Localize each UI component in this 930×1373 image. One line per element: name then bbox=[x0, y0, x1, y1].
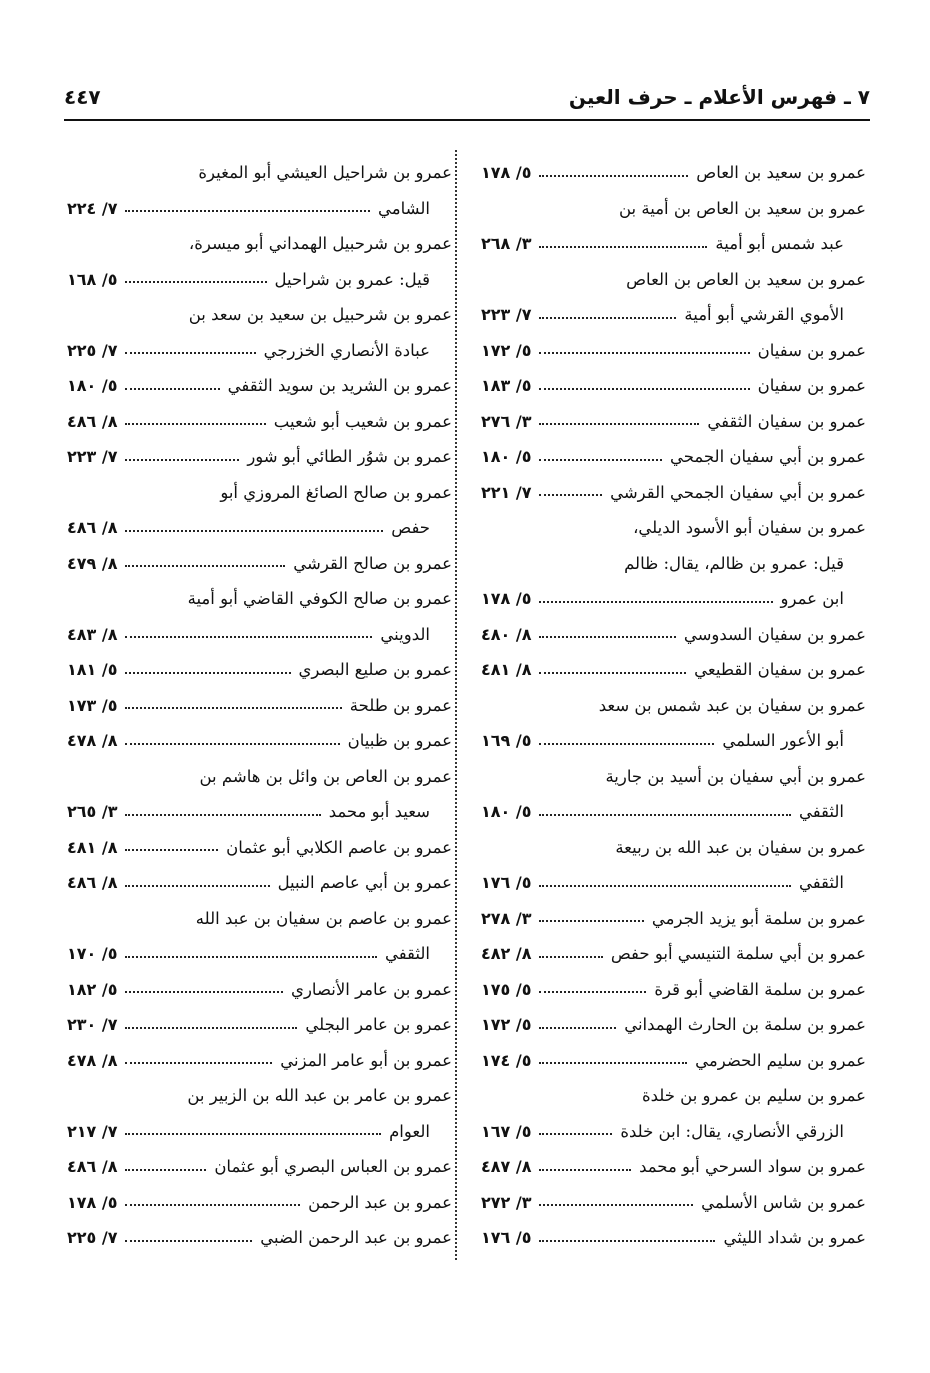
entry-name: عمرو بن عاصم الكلابي أبو عثمان bbox=[226, 837, 452, 857]
leader-dots bbox=[125, 1133, 381, 1135]
entry-name: عمرو بن أبي عاصم النبيل bbox=[277, 873, 452, 892]
entry-name: عمرو بن سعيد بن العاص بن العاص bbox=[626, 269, 866, 289]
leader-dots bbox=[125, 1027, 297, 1029]
index-entry bbox=[67, 546, 452, 582]
entry-name: عمرو بن شرحبيل بن سعيد بن سعد بن bbox=[188, 305, 452, 324]
volume-page-ref: ٨/ ٤٨٢ bbox=[481, 944, 532, 963]
index-entry bbox=[481, 759, 866, 795]
index-entry bbox=[67, 1149, 452, 1185]
leader-dots bbox=[125, 530, 383, 532]
leader-dots bbox=[125, 281, 266, 283]
entry-name: عمرو بن سواد السرحي أبو محمد bbox=[639, 1157, 866, 1176]
entry-name: الزرقي الأنصاري، يقال: ابن خلدة bbox=[620, 1121, 844, 1141]
volume-page-ref: ٥/ ١٧٨ bbox=[481, 163, 532, 182]
volume-page-ref: ٧/ ٢١٧ bbox=[67, 1121, 118, 1141]
index-entry bbox=[67, 333, 452, 369]
volume-page-ref: ٨/ ٤٨٣ bbox=[67, 624, 118, 644]
entry-name: الثقفي bbox=[798, 873, 844, 892]
leader-dots bbox=[125, 991, 283, 993]
index-entry bbox=[67, 1185, 452, 1221]
index-entry bbox=[67, 794, 452, 830]
index-entry bbox=[481, 794, 866, 830]
index-entry bbox=[481, 297, 866, 333]
entry-name: الأموي القرشي أبو أمية bbox=[684, 305, 844, 324]
entry-name: عمرو بن أبو عامر المزني bbox=[280, 1050, 452, 1070]
index-entry bbox=[481, 936, 866, 972]
volume-page-ref: ٣/ ٢٧٦ bbox=[481, 411, 532, 431]
index-entry bbox=[481, 972, 866, 1008]
leader-dots bbox=[125, 956, 376, 958]
volume-page-ref: ٥/ ١٨١ bbox=[67, 660, 118, 679]
index-entry bbox=[67, 226, 452, 262]
entry-name: الثقفي bbox=[798, 802, 844, 821]
entry-name: عمرو بن سفيان الثقفي bbox=[707, 411, 866, 431]
volume-page-ref: ٨/ ٤٨٦ bbox=[67, 1157, 118, 1176]
leader-dots bbox=[539, 352, 749, 354]
entry-name: عمرو بن العاص بن وائل بن هاشم بن bbox=[199, 766, 452, 786]
volume-page-ref: ٨/ ٤٧٩ bbox=[67, 553, 118, 573]
volume-page-ref: ٥/ ١٧٦ bbox=[481, 1228, 532, 1247]
leader-dots bbox=[125, 352, 255, 354]
volume-page-ref: ٥/ ١٧٤ bbox=[481, 1050, 532, 1070]
index-entry bbox=[67, 475, 452, 511]
entry-name: عمرو بن سفيان أبو الأسود الديلي، bbox=[633, 518, 866, 537]
index-entry bbox=[67, 759, 452, 795]
index-entry bbox=[67, 297, 452, 333]
leader-dots bbox=[539, 956, 602, 958]
index-entry bbox=[67, 1043, 452, 1079]
entry-name: سعيد أبو محمد bbox=[328, 802, 430, 821]
leader-dots bbox=[539, 814, 790, 816]
volume-page-ref: ٥/ ١٧٢ bbox=[481, 1015, 532, 1034]
volume-page-ref: ٨/ ٤٨٠ bbox=[481, 624, 532, 644]
index-entry bbox=[67, 581, 452, 617]
volume-page-ref: ٥/ ١٨٠ bbox=[481, 802, 532, 821]
entry-name: العوام bbox=[389, 1121, 430, 1141]
index-entry bbox=[481, 546, 866, 582]
volume-page-ref: ٣/ ٢٦٨ bbox=[481, 234, 532, 253]
leader-dots bbox=[539, 991, 646, 993]
leader-dots bbox=[539, 672, 686, 674]
volume-page-ref: ٥/ ١٨٠ bbox=[67, 376, 118, 395]
entry-name: عمرو بن سفيان بن عبد الله بن ربيعة bbox=[615, 837, 866, 857]
leader-dots bbox=[539, 920, 643, 922]
leader-dots bbox=[539, 317, 676, 319]
volume-page-ref: ٨/ ٤٨١ bbox=[481, 660, 532, 679]
volume-page-ref: ٥/ ١٧٥ bbox=[481, 979, 532, 999]
leader-dots bbox=[539, 388, 749, 390]
volume-page-ref: ٥/ ١٧٢ bbox=[481, 340, 532, 360]
entry-name: عمرو بن أبي سفيان الجمحي bbox=[669, 447, 866, 466]
leader-dots bbox=[539, 246, 707, 248]
entry-name: عمرو بن عبد الرحمن bbox=[308, 1192, 452, 1212]
entry-name: أبو الأعور السلمي bbox=[722, 731, 844, 750]
entry-name: عمرو بن سفيان السدوسي bbox=[683, 624, 866, 644]
index-entry bbox=[481, 1114, 866, 1150]
entry-name: عمرو بن صليع البصري bbox=[298, 660, 452, 679]
index-entry bbox=[481, 1078, 866, 1114]
volume-page-ref: ٧/ ٢٢٣ bbox=[481, 305, 532, 324]
index-entry bbox=[481, 475, 866, 511]
leader-dots bbox=[539, 743, 714, 745]
entry-name: عمرو بن سفيان bbox=[757, 340, 866, 360]
volume-page-ref: ٥/ ١٨٢ bbox=[67, 979, 118, 999]
leader-dots bbox=[125, 459, 239, 461]
index-entry bbox=[67, 972, 452, 1008]
entry-name: عمرو بن عامر البجلي bbox=[305, 1015, 452, 1034]
leader-dots bbox=[539, 1062, 687, 1064]
volume-page-ref: ٧/ ٢٢١ bbox=[481, 482, 532, 502]
entry-name: عمرو بن سليم الحضرمي bbox=[695, 1050, 866, 1070]
index-entry bbox=[481, 723, 866, 759]
volume-page-ref: ٥/ ١٧٨ bbox=[67, 1192, 118, 1212]
header-title: ٧ ـ فهرس الأعلام ـ حرف العين bbox=[568, 85, 870, 109]
entry-name: عمرو بن أبي سفيان الجمحي القرشي bbox=[610, 482, 866, 502]
leader-dots bbox=[125, 672, 290, 674]
leader-dots bbox=[539, 459, 661, 461]
leader-dots bbox=[539, 494, 602, 496]
volume-page-ref: ٨/ ٤٨٦ bbox=[67, 873, 118, 892]
leader-dots bbox=[539, 601, 772, 603]
index-entry bbox=[481, 439, 866, 475]
leader-dots bbox=[125, 388, 219, 390]
volume-page-ref: ٨/ ٤٧٨ bbox=[67, 731, 118, 750]
index-entry bbox=[67, 936, 452, 972]
volume-page-ref: ٧/ ٢٢٥ bbox=[67, 340, 118, 360]
leader-dots bbox=[539, 423, 699, 425]
leader-dots bbox=[125, 1204, 300, 1206]
volume-page-ref: ٥/ ١٧٣ bbox=[67, 695, 118, 715]
index-entry bbox=[67, 617, 452, 653]
leader-dots bbox=[125, 423, 265, 425]
index-entry bbox=[481, 1220, 866, 1256]
index-entry bbox=[481, 404, 866, 440]
entry-name: عمرو بن عاصم بن سفيان بن عبد الله bbox=[195, 908, 452, 928]
index-entry bbox=[67, 155, 452, 191]
leader-dots bbox=[125, 210, 370, 212]
index-entry bbox=[67, 262, 452, 298]
leader-dots bbox=[539, 1240, 715, 1242]
leader-dots bbox=[539, 1133, 612, 1135]
entry-name: عمرو بن ظبيان bbox=[347, 731, 452, 750]
index-entry bbox=[67, 901, 452, 937]
index-entry bbox=[481, 510, 866, 546]
index-entry bbox=[481, 1149, 866, 1185]
entry-name: عمرو بن سعيد بن العاص bbox=[696, 163, 866, 182]
leader-dots bbox=[125, 814, 320, 816]
entry-name: عمرو بن سلمة القاضي أبو قرة bbox=[654, 979, 866, 999]
volume-page-ref: ٣/ ٢٦٥ bbox=[67, 802, 118, 821]
entry-name: عمرو بن طلحة bbox=[349, 695, 452, 715]
index-entry bbox=[481, 865, 866, 901]
entry-name: عمرو بن سفيان بن عبد شمس بن سعد bbox=[598, 695, 866, 715]
index-entry bbox=[67, 723, 452, 759]
left-column bbox=[67, 155, 452, 1256]
volume-page-ref: ٥/ ١٦٨ bbox=[67, 269, 118, 289]
entry-name: الشامي bbox=[378, 198, 430, 218]
index-entry bbox=[481, 901, 866, 937]
index-entry bbox=[67, 368, 452, 404]
entry-name: عمرو بن شعيب أبو شعيب bbox=[273, 411, 452, 431]
leader-dots bbox=[539, 1169, 631, 1171]
leader-dots bbox=[125, 707, 341, 709]
entry-name: الثقفي bbox=[384, 944, 430, 963]
leader-dots bbox=[125, 1062, 272, 1064]
volume-page-ref: ٥/ ١٧٨ bbox=[481, 589, 532, 608]
index-entry bbox=[481, 333, 866, 369]
volume-page-ref: ٨/ ٤٧٨ bbox=[67, 1050, 118, 1070]
index-entry bbox=[481, 368, 866, 404]
volume-page-ref: ٧/ ٢٣٠ bbox=[67, 1015, 118, 1034]
index-entry bbox=[481, 1007, 866, 1043]
entry-name: عمرو بن الشريد بن سويد الثقفي bbox=[227, 376, 452, 395]
index-entry bbox=[67, 1007, 452, 1043]
entry-name: عمرو بن صالح الكوفي القاضي أبو أمية bbox=[187, 589, 452, 608]
entry-name: قيل: عمرو بن شراحيل bbox=[274, 269, 430, 289]
leader-dots bbox=[539, 1204, 693, 1206]
leader-dots bbox=[125, 565, 285, 567]
leader-dots bbox=[539, 175, 688, 177]
entry-name: عمرو بن سعيد بن العاص بن أمية بن bbox=[618, 198, 866, 218]
index-entry bbox=[481, 830, 866, 866]
volume-page-ref: ٣/ ٢٧٨ bbox=[481, 908, 532, 928]
entry-name: عمرو بن سلمة أبو يزيد الجرمي bbox=[651, 908, 866, 928]
index-entry bbox=[67, 1220, 452, 1256]
leader-dots bbox=[125, 743, 339, 745]
entry-name: عبد شمس أبو أمية bbox=[715, 234, 844, 253]
leader-dots bbox=[125, 1240, 252, 1242]
index-entry bbox=[67, 404, 452, 440]
entry-name: عمرو بن سفيان bbox=[757, 376, 866, 395]
entry-name: عمرو بن صالح الصائغ المروزي أبو bbox=[220, 482, 452, 502]
entry-name: الدويني bbox=[380, 624, 430, 644]
index-entry bbox=[481, 581, 866, 617]
leader-dots bbox=[125, 885, 269, 887]
entry-name: حفص bbox=[391, 518, 430, 537]
index-entry bbox=[481, 191, 866, 227]
index-entry bbox=[481, 262, 866, 298]
volume-page-ref: ٣/ ٢٧٢ bbox=[481, 1192, 532, 1212]
index-entry bbox=[67, 510, 452, 546]
index-entry bbox=[481, 617, 866, 653]
index-entry bbox=[67, 865, 452, 901]
entry-name: عمرو بن عبد الرحمن الضبي bbox=[260, 1228, 452, 1247]
entry-name: قيل: عمرو بن ظالم، يقال: ظالم bbox=[624, 553, 844, 573]
entry-name: عمرو بن شراحيل العيشي أبو المغيرة bbox=[198, 163, 452, 182]
page-number: ٤٤٧ bbox=[64, 85, 101, 109]
index-entry bbox=[67, 191, 452, 227]
entry-name: عمرو بن أبي سلمة التنيسي أبو حفص bbox=[610, 944, 866, 963]
entry-name: عمرو بن سفيان القطيعي bbox=[694, 660, 866, 679]
volume-page-ref: ٥/ ١٧٦ bbox=[481, 873, 532, 892]
volume-page-ref: ٨/ ٤٨٦ bbox=[67, 411, 118, 431]
column-divider bbox=[455, 150, 457, 1260]
entry-name: عمرو بن شداد الليثي bbox=[723, 1228, 866, 1247]
entry-name: عمرو بن شوُر الطائي أبو شور bbox=[247, 447, 452, 466]
entry-name: عمرو بن صالح القرشي bbox=[293, 553, 452, 573]
right-column bbox=[481, 155, 866, 1256]
volume-page-ref: ٥/ ١٨٣ bbox=[481, 376, 532, 395]
leader-dots bbox=[539, 885, 790, 887]
volume-page-ref: ٨/ ٤٨١ bbox=[67, 837, 118, 857]
index-entry bbox=[67, 688, 452, 724]
index-entry bbox=[481, 652, 866, 688]
entry-name: عمرو بن سليم بن عمرو بن خلدة bbox=[641, 1086, 866, 1105]
entry-name: عمرو بن أبي سفيان بن أسيد بن جارية bbox=[605, 766, 866, 786]
entry-name: عمرو بن عامر الأنصاري bbox=[291, 979, 452, 999]
entry-name: عمرو بن العباس البصري أبو عثمان bbox=[214, 1157, 452, 1176]
volume-page-ref: ٨/ ٤٨٦ bbox=[67, 518, 118, 537]
leader-dots bbox=[539, 1027, 616, 1029]
index-entry bbox=[481, 226, 866, 262]
entry-name: عمرو بن سلمة بن الحارث الهمداني bbox=[624, 1015, 866, 1034]
leader-dots bbox=[125, 1169, 206, 1171]
entry-name: عمرو بن شرحبيل الهمداني أبو ميسرة، bbox=[188, 234, 452, 253]
index-entry bbox=[481, 155, 866, 191]
leader-dots bbox=[125, 636, 372, 638]
index-entry bbox=[67, 1114, 452, 1150]
volume-page-ref: ٥/ ١٨٠ bbox=[481, 447, 532, 466]
entry-name: عمرو بن شاس الأسلمي bbox=[701, 1192, 866, 1212]
volume-page-ref: ٧/ ٢٢٤ bbox=[67, 198, 118, 218]
volume-page-ref: ٥/ ١٧٠ bbox=[67, 944, 118, 963]
entry-name: عمرو بن عامر بن عبد الله بن الزبير بن bbox=[187, 1086, 452, 1105]
volume-page-ref: ٥/ ١٦٩ bbox=[481, 731, 532, 750]
index-entry bbox=[67, 830, 452, 866]
entry-name: عبادة الأنصاري الخزرجي bbox=[263, 340, 430, 360]
index-entry bbox=[481, 1185, 866, 1221]
running-header bbox=[64, 85, 870, 121]
index-entry bbox=[67, 652, 452, 688]
leader-dots bbox=[125, 849, 218, 851]
entry-name: ابن عمرو bbox=[780, 589, 844, 608]
volume-page-ref: ٧/ ٢٢٥ bbox=[67, 1228, 118, 1247]
volume-page-ref: ٥/ ١٦٧ bbox=[481, 1121, 532, 1141]
index-entry bbox=[481, 688, 866, 724]
index-entry bbox=[67, 1078, 452, 1114]
volume-page-ref: ٨/ ٤٨٧ bbox=[481, 1157, 532, 1176]
volume-page-ref: ٧/ ٢٢٣ bbox=[67, 447, 118, 466]
index-entry bbox=[481, 1043, 866, 1079]
index-entry bbox=[67, 439, 452, 475]
leader-dots bbox=[539, 636, 675, 638]
